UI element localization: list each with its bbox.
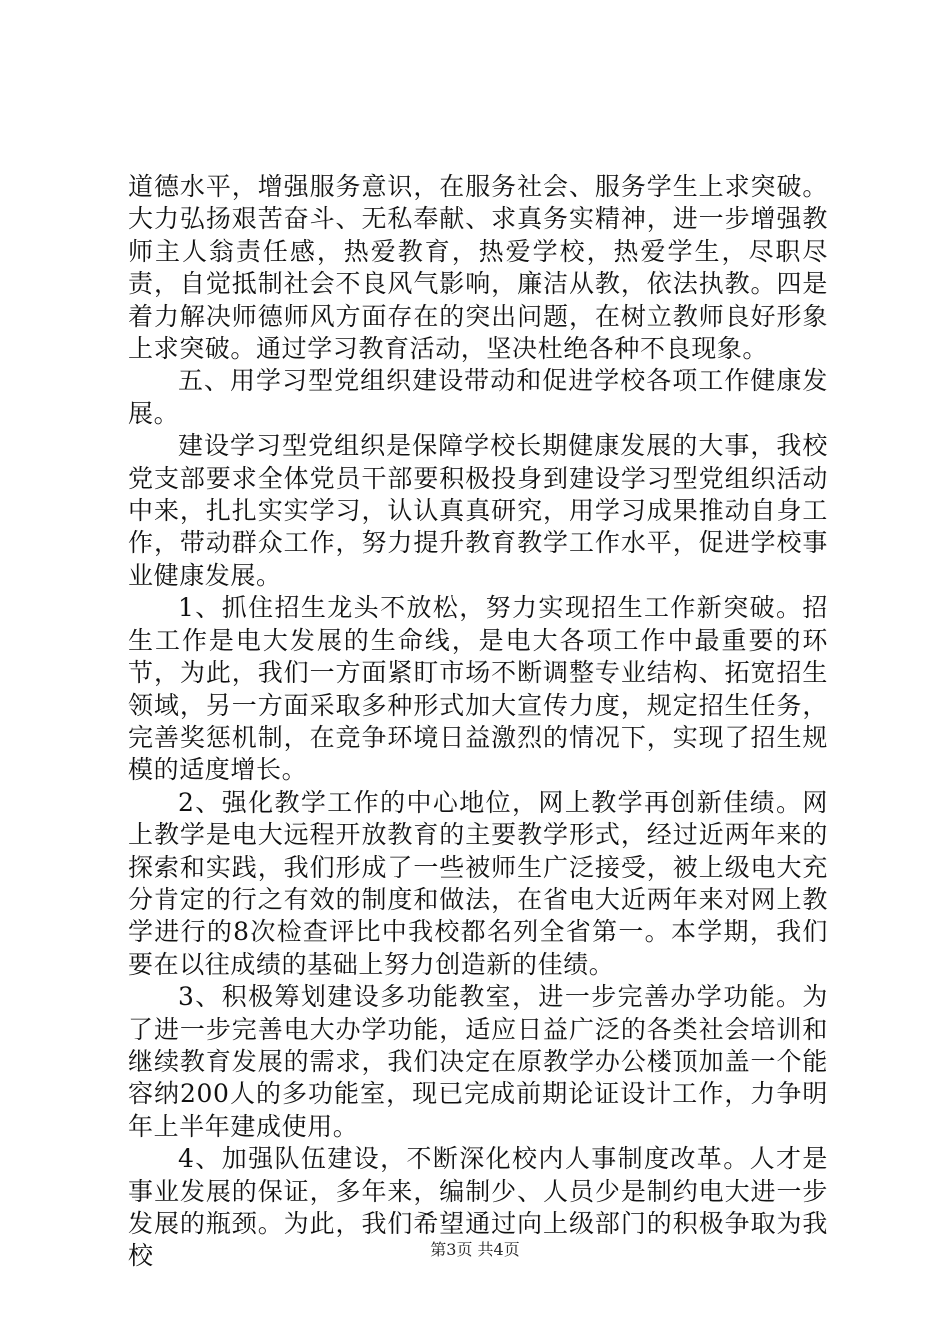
paragraph-2-section-heading: 五、用学习型党组织建设带动和促进学校各项工作健康发展。 [128, 366, 828, 428]
paragraph-4-item-1: 1、抓住招生龙头不放松，努力实现招生工作新突破。招生工作是电大发展的生命线，是电大各项工作中最重要的环节，为此，我们一方面紧盯市场不断调整专业结构、拓宽招生领域，另一方面采取多种形式加大宣传力度，规定招生任务，完善奖惩机制，在竞争环境日益激烈的情况下，实现了招生规模的适度增长。 [128, 593, 828, 785]
document-body [128, 171, 828, 1273]
paragraph-1: 道德水平，增强服务意识，在服务社会、服务学生上求突破。大力弘扬艰苦奋斗、无私奉献、求真务实精神，进一步增强教师主人翁责任感，热爱教育，热爱学校，热爱学生，尽职尽责，自觉抵制社会不良风气影响，廉洁从教，依法执教。四是着力解决师德师风方面存在的突出问题，在树立教师良好形象上求突破。通过学习教育活动，坚决杜绝各种不良现象。 [128, 172, 828, 364]
paragraph-5-item-2: 2、强化教学工作的中心地位，网上教学再创新佳绩。网上教学是电大远程开放教育的主要教学形式，经过近两年来的探索和实践，我们形成了一些被师生广泛接受，被上级电大充分肯定的行之有效的制度和做法，在省电大近两年来对网上教学进行的8次检查评比中我校都名列全省第一。本学期，我们要在以往成绩的基础上努力创造新的佳绩。 [128, 787, 828, 979]
paragraph-7-item-4: 4、加强队伍建设，不断深化校内人事制度改革。人才是事业发展的保证，多年来，编制少、人员少是制约电大进一步发展的瓶颈。为此，我们希望通过向上级部门的积极争取为我校 [128, 1144, 828, 1271]
paragraph-3: 建设学习型党组织是保障学校长期健康发展的大事，我校党支部要求全体党员干部要积极投身到建设学习型党组织活动中来，扎扎实实学习，认认真真研究，用学习成果推动自身工作，带动群众工作，努力提升教育教学工作水平，促进学校事业健康发展。 [128, 431, 828, 590]
paragraph-6-item-3: 3、积极筹划建设多功能教室，进一步完善办学功能。为了进一步完善电大办学功能，适应日益广泛的各类社会培训和继续教育发展的需求，我们决定在原教学办公楼顶加盖一个能容纳200人的多功能室，现已完成前期论证设计工作，力争明年上半年建成使用。 [128, 982, 828, 1141]
page-number-footer: 第3页 共4页 [430, 1240, 520, 1259]
